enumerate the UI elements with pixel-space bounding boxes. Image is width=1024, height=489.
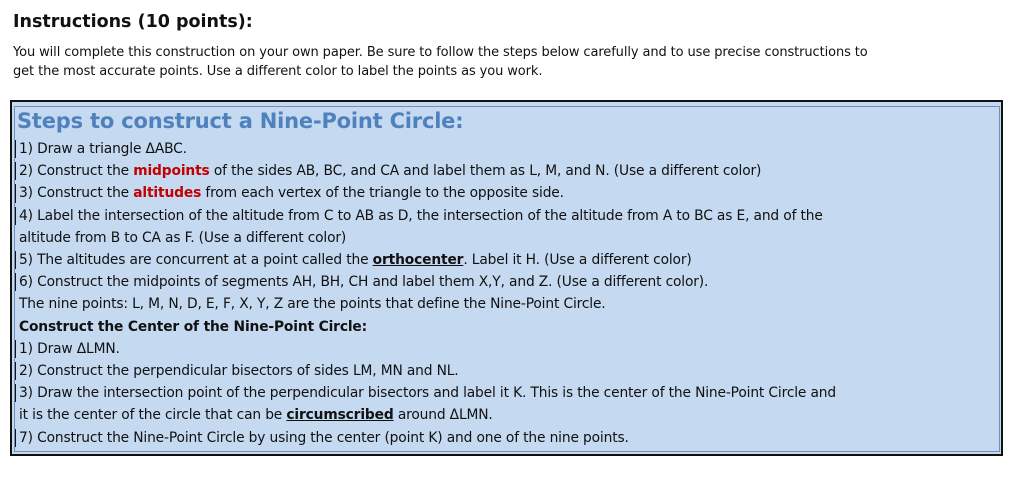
- center-step-3-pre: it is the center of the circle that can be: [19, 407, 287, 424]
- nine-points-summary: The nine points: L, M, N, D, E, F, X, Y, Z are the points that define the Nine-Point Circle.: [19, 296, 606, 313]
- step-7: 7) Construct the Nine-Point Circle by using the center (point K) and one of the nine points.: [15, 427, 999, 449]
- steps-box-inner: [14, 106, 1000, 452]
- step-5-post: . Label it H. (Use a different color): [463, 252, 692, 269]
- instructions-title: Instructions (10 points):: [13, 12, 253, 32]
- center-step-3-line-1: 3) Draw the intersection point of the perpendicular bisectors and label it K. This is the center of the Nine-Point Circle and: [15, 382, 999, 404]
- steps-list: [15, 138, 999, 449]
- center-step-3-post: around ΔLMN.: [393, 407, 493, 424]
- altitudes-keyword: altitudes: [133, 185, 202, 202]
- step-2: [15, 160, 999, 182]
- steps-box: [10, 100, 1003, 456]
- intro-paragraph: [13, 43, 1013, 81]
- step-4-line-2: altitude from B to CA as F. (Use a different color): [19, 229, 347, 246]
- step-5: [15, 249, 999, 271]
- step-6: 6) Construct the midpoints of segments AH, BH, CH and label them X,Y, and Z. (Use a different color).: [15, 271, 999, 293]
- step-1: 1) Draw a triangle ΔABC.: [15, 138, 999, 160]
- center-heading: Construct the Center of the Nine-Point Circle:: [19, 318, 368, 335]
- center-step-2: 2) Construct the perpendicular bisectors of sides LM, MN and NL.: [15, 360, 999, 382]
- step-3: [15, 182, 999, 204]
- step-3-post: from each vertex of the triangle to the opposite side.: [201, 185, 564, 202]
- step-2-pre: 2) Construct the: [19, 163, 134, 180]
- step-2-post: of the sides AB, BC, and CA and label them as L, M, and N. (Use a different color): [209, 163, 762, 180]
- center-step-1: 1) Draw ΔLMN.: [15, 338, 999, 360]
- center-step-3-line-2: [15, 404, 999, 426]
- intro-line-1: You will complete this construction on your own paper. Be sure to follow the steps below carefully and to use precise constructions to: [13, 45, 868, 60]
- step-3-pre: 3) Construct the: [19, 185, 134, 202]
- orthocenter-keyword: orthocenter: [372, 252, 464, 269]
- midpoints-keyword: midpoints: [133, 163, 210, 180]
- step-5-pre: 5) The altitudes are concurrent at a point called the: [19, 252, 373, 269]
- step-4-line-1: 4) Label the intersection of the altitude from C to AB as D, the intersection of the altitude from A to BC as E, and of the: [15, 205, 999, 227]
- intro-line-2: get the most accurate points. Use a different color to label the points as you work.: [13, 64, 543, 79]
- circumscribed-keyword: circumscribed: [286, 407, 394, 424]
- nine-point-heading: Steps to construct a Nine-Point Circle:: [17, 109, 464, 133]
